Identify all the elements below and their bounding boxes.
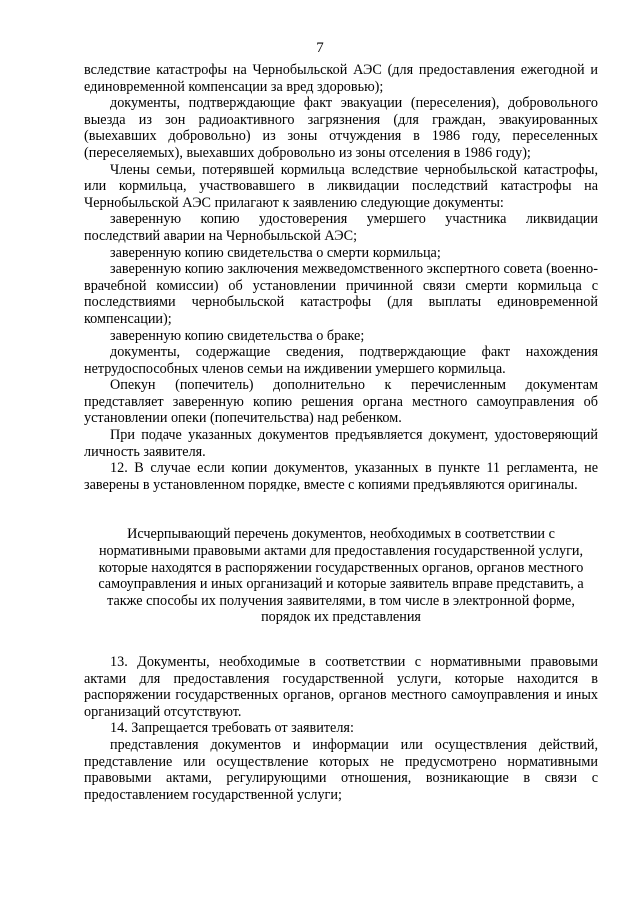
paragraph: заверенную копию удостоверения умершего участника ликвидации последствий аварии на Чернобыльской АЭС; bbox=[84, 211, 598, 244]
paragraph: 13. Документы, необходимые в соответствии с нормативными правовыми актами для предоставления государственной услуги, которые находится в распоряжении государственных органов, органов местного самоуправления и иных организаций отсутствуют. bbox=[84, 654, 598, 720]
heading-line: также способы их получения заявителями, в том числе в электронной форме, bbox=[107, 592, 575, 609]
heading-line: порядок их представления bbox=[261, 609, 421, 626]
document-body bbox=[84, 62, 598, 803]
paragraph: заверенную копию заключения межведомственного экспертного совета (военно-врачебной комиссии) об установлении причинной связи смерти кормильца с последствиями чернобыльской катастрофы (для выплаты единовременной компенсации); bbox=[84, 261, 598, 327]
paragraph: заверенную копию свидетельства о браке; bbox=[110, 327, 365, 344]
page-number: 7 bbox=[316, 40, 324, 56]
paragraph: 12. В случае если копии документов, указанных в пункте 11 регламента, не заверены в установленном порядке, вместе с копиями предъявляются оригиналы. bbox=[84, 460, 598, 493]
paragraph: документы, подтверждающие факт эвакуации (переселения), добровольного выезда из зон радиоактивного загрязнения (для граждан, эвакуированных (выехавших добровольно) из зоны отчуждения в 1986 году, переселенных (переселяемых), выехавших добровольно из зоны отселения в 1986 году); bbox=[84, 95, 598, 161]
heading-line: самоуправления и иных организаций и которые заявитель вправе представить, а bbox=[98, 576, 584, 593]
spacer bbox=[84, 626, 598, 654]
paragraph: документы, содержащие сведения, подтверждающие факт нахождения нетрудоспособных членов семьи на иждивении умершего кормильца. bbox=[84, 344, 598, 377]
paragraph: вследствие катастрофы на Чернобыльской АЭС (для предоставления ежегодной и единовременной компенсации за вред здоровью); bbox=[84, 62, 598, 95]
heading-line: Исчерпывающий перечень документов, необходимых в соответствии с bbox=[127, 526, 555, 543]
heading-line: которые находятся в распоряжении государственных органов, органов местного bbox=[98, 559, 584, 576]
section-heading bbox=[84, 526, 598, 626]
paragraph: При подаче указанных документов предъявляется документ, удостоверяющий личность заявителя. bbox=[84, 427, 598, 460]
paragraph: 14. Запрещается требовать от заявителя: bbox=[110, 720, 354, 737]
paragraph: заверенную копию свидетельства о смерти кормильца; bbox=[110, 244, 441, 261]
heading-line: нормативными правовыми актами для предоставления государственной услуги, bbox=[98, 543, 584, 560]
paragraph: Опекун (попечитель) дополнительно к перечисленным документам представляет заверенную копию решения органа местного самоуправления об установлении опеки (попечительства) над ребенком. bbox=[84, 377, 598, 427]
paragraph: Члены семьи, потерявшей кормильца вследствие чернобыльской катастрофы, или кормильца, участвовавшего в ликвидации последствий катастрофы на Чернобыльской АЭС прилагают к заявлению следующие документы: bbox=[84, 161, 598, 211]
spacer bbox=[84, 493, 598, 526]
paragraph: представления документов и информации или осуществления действий, представление или осуществление которых не предусмотрено нормативными правовыми актами, регулирующими отношения, возникающие в связи с предоставлением государственной услуги; bbox=[84, 736, 598, 803]
